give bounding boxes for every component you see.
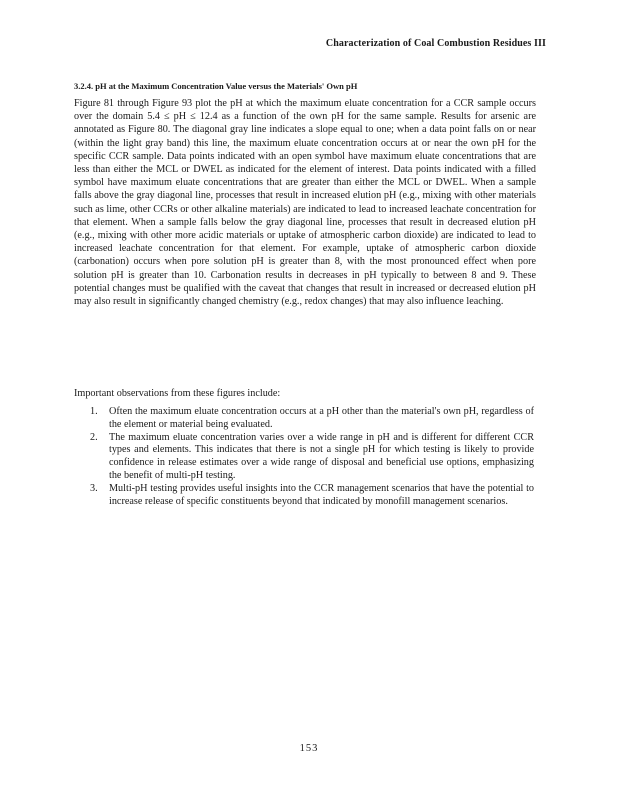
list-item-text: Often the maximum eluate concentration occurs at a pH other than the material's own pH, regardless of the element or material being evaluated. <box>109 406 534 430</box>
list-item-text: The maximum eluate concentration varies over a wide range in pH and is different for different CCR types and elements. This indicates that there is not a single pH for which testing is likely to provide confidence in release estimates over a wide range of disposal and beneficial use options, emphasizing the benefit of multi-pH testing. <box>109 431 534 481</box>
section-heading: 3.2.4. pH at the Maximum Concentration Value versus the Materials' Own pH <box>74 81 358 91</box>
list-item <box>74 432 534 483</box>
observations-intro: Important observations from these figures include: <box>74 388 281 399</box>
page-number: 153 <box>299 743 319 754</box>
list-item-number: 2. <box>90 431 98 443</box>
body-paragraph: Figure 81 through Figure 93 plot the pH at which the maximum eluate concentration for a CCR sample occurs over the domain 5.4 ≤ pH ≤ 12.4 as a function of the own pH for the same sample. Results for arsenic are annotated as Figure 80. The diagonal gray line indicates a slope equal to one; when a data point falls on or near (within the light gray band) this line, the maximum eluate concentration occurs at or near the own pH for the specific CCR sample. Data points indicated with an open symbol have maximum eluate concentrations that are less than either the MCL or DWEL as indicated for the element of interest. Data points indicated with a filled symbol have maximum eluate concentrations that are greater than either the MCL or DWEL. When a sample falls above the gray diagonal line, processes that result in increased elution pH (e.g., mixing with other materials such as lime, other CCRs or other alkaline materials) are indicated to lead to increased leachate concentration for that element. When a sample falls below the gray diagonal line, processes that result in decreased elution pH (e.g., mixing with other more acidic materials or uptake of atmospheric carbon dioxide) are indicated to lead to increased leachate concentration for that element. For example, uptake of atmospheric carbon dioxide (carbonation) occurs when pore solution pH is greater than 8, with the most pronounced effect when pore solution pH is greater than 10. Carbonation results in decreases in pH typically to between 8 and 9. These potential changes must be qualified with the caveat that changes that result in increased or decreased elution pH may also result in significantly changed chemistry (e.g., redox changes) that may also influence leaching. <box>74 98 536 308</box>
list-item-text: Multi-pH testing provides useful insights into the CCR management scenarios that have the potential to increase release of specific constituents beyond that indicated by monofill management scenarios. <box>109 482 534 507</box>
observations-list <box>74 406 534 508</box>
list-item <box>74 406 534 432</box>
list-item-number: 3. <box>90 482 98 494</box>
list-item-number: 1. <box>90 406 98 417</box>
list-item <box>74 483 534 509</box>
running-header: Characterization of Coal Combustion Residues III <box>325 38 546 49</box>
